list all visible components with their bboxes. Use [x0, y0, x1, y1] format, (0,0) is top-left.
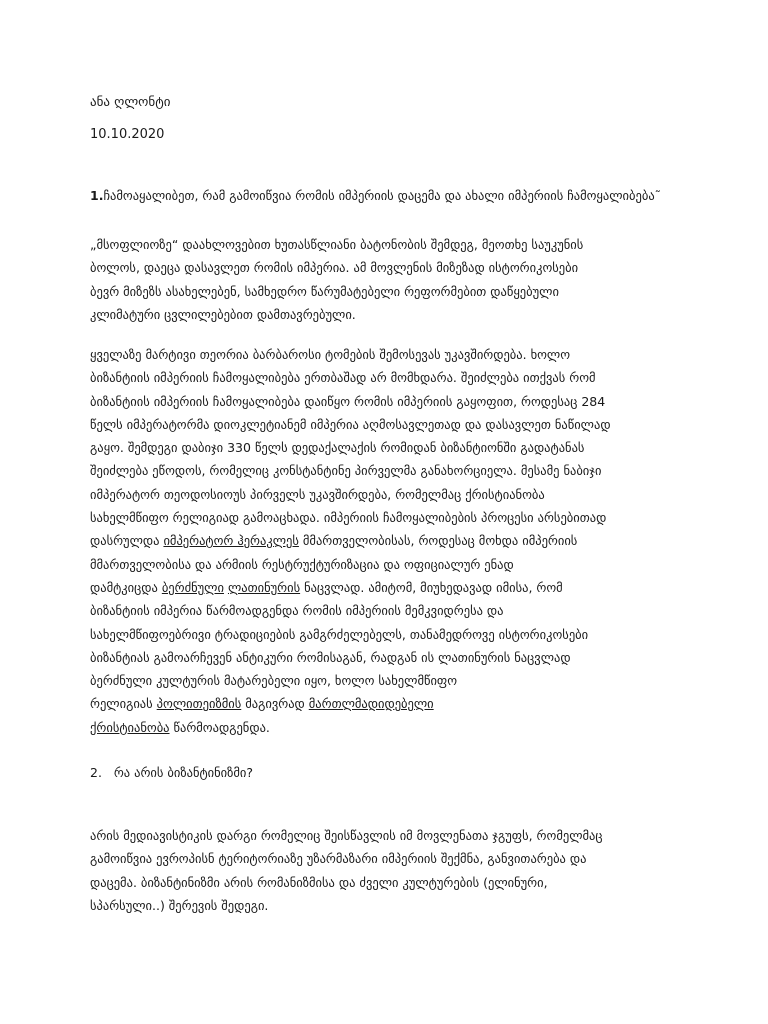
hyperlink-orthodox[interactable]: მართლმადიდებელი	[308, 696, 434, 712]
question-2-text: რა არის ბიზანტინიზმი?	[113, 765, 254, 780]
text-line: წელს იმპერატორმა დიოკლეტიანემ იმპერია აღმოსავლეთად და დასავლეთ ნაწილად	[90, 416, 611, 432]
text-run: მაგივრად	[241, 696, 309, 712]
text-line: კლიმატური ცვლილებებით დამთავრებული.	[90, 306, 356, 322]
text-line: გაყო. შემდეგი დაბიჯი 330 წელს დედაქალაქის რომიდან ბიზანტიონში გადატანას	[90, 440, 585, 456]
text-line	[90, 529, 690, 552]
text-run: ნაცვლად. ამიტომ, მიუხედავად იმისა, რომ	[300, 579, 563, 595]
text-line: სპარსული..) შერევის შედეგი.	[90, 897, 269, 913]
question-2-number: 2.	[90, 765, 102, 780]
document-date: 10.10.2020	[90, 127, 165, 142]
question-1-text: ჩამოაყალიბეთ, რამ გამოიწვია რომის იმპერიის დაცემა და ახალი იმპერიის ჩამოყალიბება˜	[103, 188, 661, 203]
text-line	[90, 716, 690, 739]
answer-1-paragraph-2	[90, 343, 690, 739]
text-line: ბევრ მიზეზს ასახელებენ, სამხედრო წარუმატებელი რეფორმებით დაწყებული	[90, 283, 559, 299]
text-line	[90, 692, 690, 715]
text-line: ბიზანტიის იმპერია წარმოადგენდა რომის იმპერიის მემკვიდრესა და	[90, 603, 504, 619]
text-run: წარმოადგენდა.	[169, 719, 270, 735]
text-line: გამოიწვია ევროპისნ ტერიტორიაზე უზარმაზარი იმპერიის შექმნა, განვითარება და	[90, 851, 587, 867]
text-line: ბიზანტიის იმპერიის ჩამოყალიბება დაიწყო რომის იმპერიის გაყოფით, როდესაც 284	[90, 393, 606, 409]
hyperlink-christianity[interactable]: ქრისტიანობა	[90, 719, 170, 735]
text-line: ბერძნული კულტურის მატარებელი იყო, ხოლო სახელმწიფო	[90, 673, 458, 689]
text-line: იმპერატორ თეოდოსიოუს პირველს უკავშირდება, რომელმაც ქრისტიანობა	[90, 486, 545, 502]
text-line: ბიზანტიას გამოარჩევენ ანტიკური რომისაგან, რადგან ის ლათინურის ნაცვლად	[90, 649, 571, 665]
hyperlink-heraclius[interactable]: იმპერატორ ჰერაკლეს	[163, 533, 299, 549]
text-line: ბოლოს, დაეცა დასავლეთ რომის იმპერია. ამ მოვლენის მიზეზად ისტორიკოსები	[90, 260, 579, 276]
text-line: სახელმწიფო რელიგიად გამოაცხადა. იმპერიის ჩამოყალიბების პროცესი არსებითად	[90, 510, 607, 526]
author-name: ანა ღლონტი	[90, 95, 171, 110]
text-line	[90, 576, 690, 599]
text-line: ყველაზე მარტივი თეორია ბარბაროსი ტომების შემოსევას უკავშირდება. ხოლო	[90, 347, 571, 362]
text-run: დამტკიცდა	[90, 579, 162, 595]
text-run: დასრულდა	[90, 533, 164, 549]
text-line: მმართველობისა და არმიის რესტრუქტურიზაცია და ოფიციალურ ენად	[90, 556, 514, 572]
text-run: რელიგიას	[90, 696, 157, 712]
text-line: დაცემა. ბიზანტინიზმი არის რომანიზმისა და ძველი კულტურების (ელინური,	[90, 874, 548, 890]
hyperlink-greek[interactable]: ბერძნული	[161, 579, 224, 595]
answer-2-paragraph	[90, 824, 690, 917]
text-run: მმართველობისას, როდესაც მოხდა იმპერიის	[298, 533, 578, 549]
question-1-number: 1.	[90, 188, 104, 203]
text-line: „მსოფლიოზე“ დაახლოვებით ხუთასწლიანი ბატონობის შემდეგ, მეოთხე საუკუნის	[90, 237, 584, 252]
answer-1-paragraph-1	[90, 233, 690, 326]
question-2	[90, 765, 253, 780]
question-1	[90, 188, 661, 203]
text-line: ბიზანტიის იმპერიის ჩამოყალიბება ერთბაშად არ მომხდარა. შეიძლება ითქვას რომ	[90, 370, 596, 386]
hyperlink-latin[interactable]: ლათინურის	[227, 579, 301, 595]
text-line: არის მედიავისტიკის დარგი რომელიც შეისწავლის იმ მოვლენათა ჯგუფს, რომელმაც	[90, 828, 603, 843]
text-line: შეიძლება ეწოდოს, რომელიც კონსტანტინე პირველმა განახორციელა. მესამე ნაბიჯი	[90, 463, 602, 479]
hyperlink-polytheism[interactable]: პოლითეიზმის	[156, 696, 242, 712]
text-line: სახელმწიფოებრივი ტრადიციების გამგრძელებელს, თანამედროვე ისტორიკოსები	[90, 626, 589, 642]
